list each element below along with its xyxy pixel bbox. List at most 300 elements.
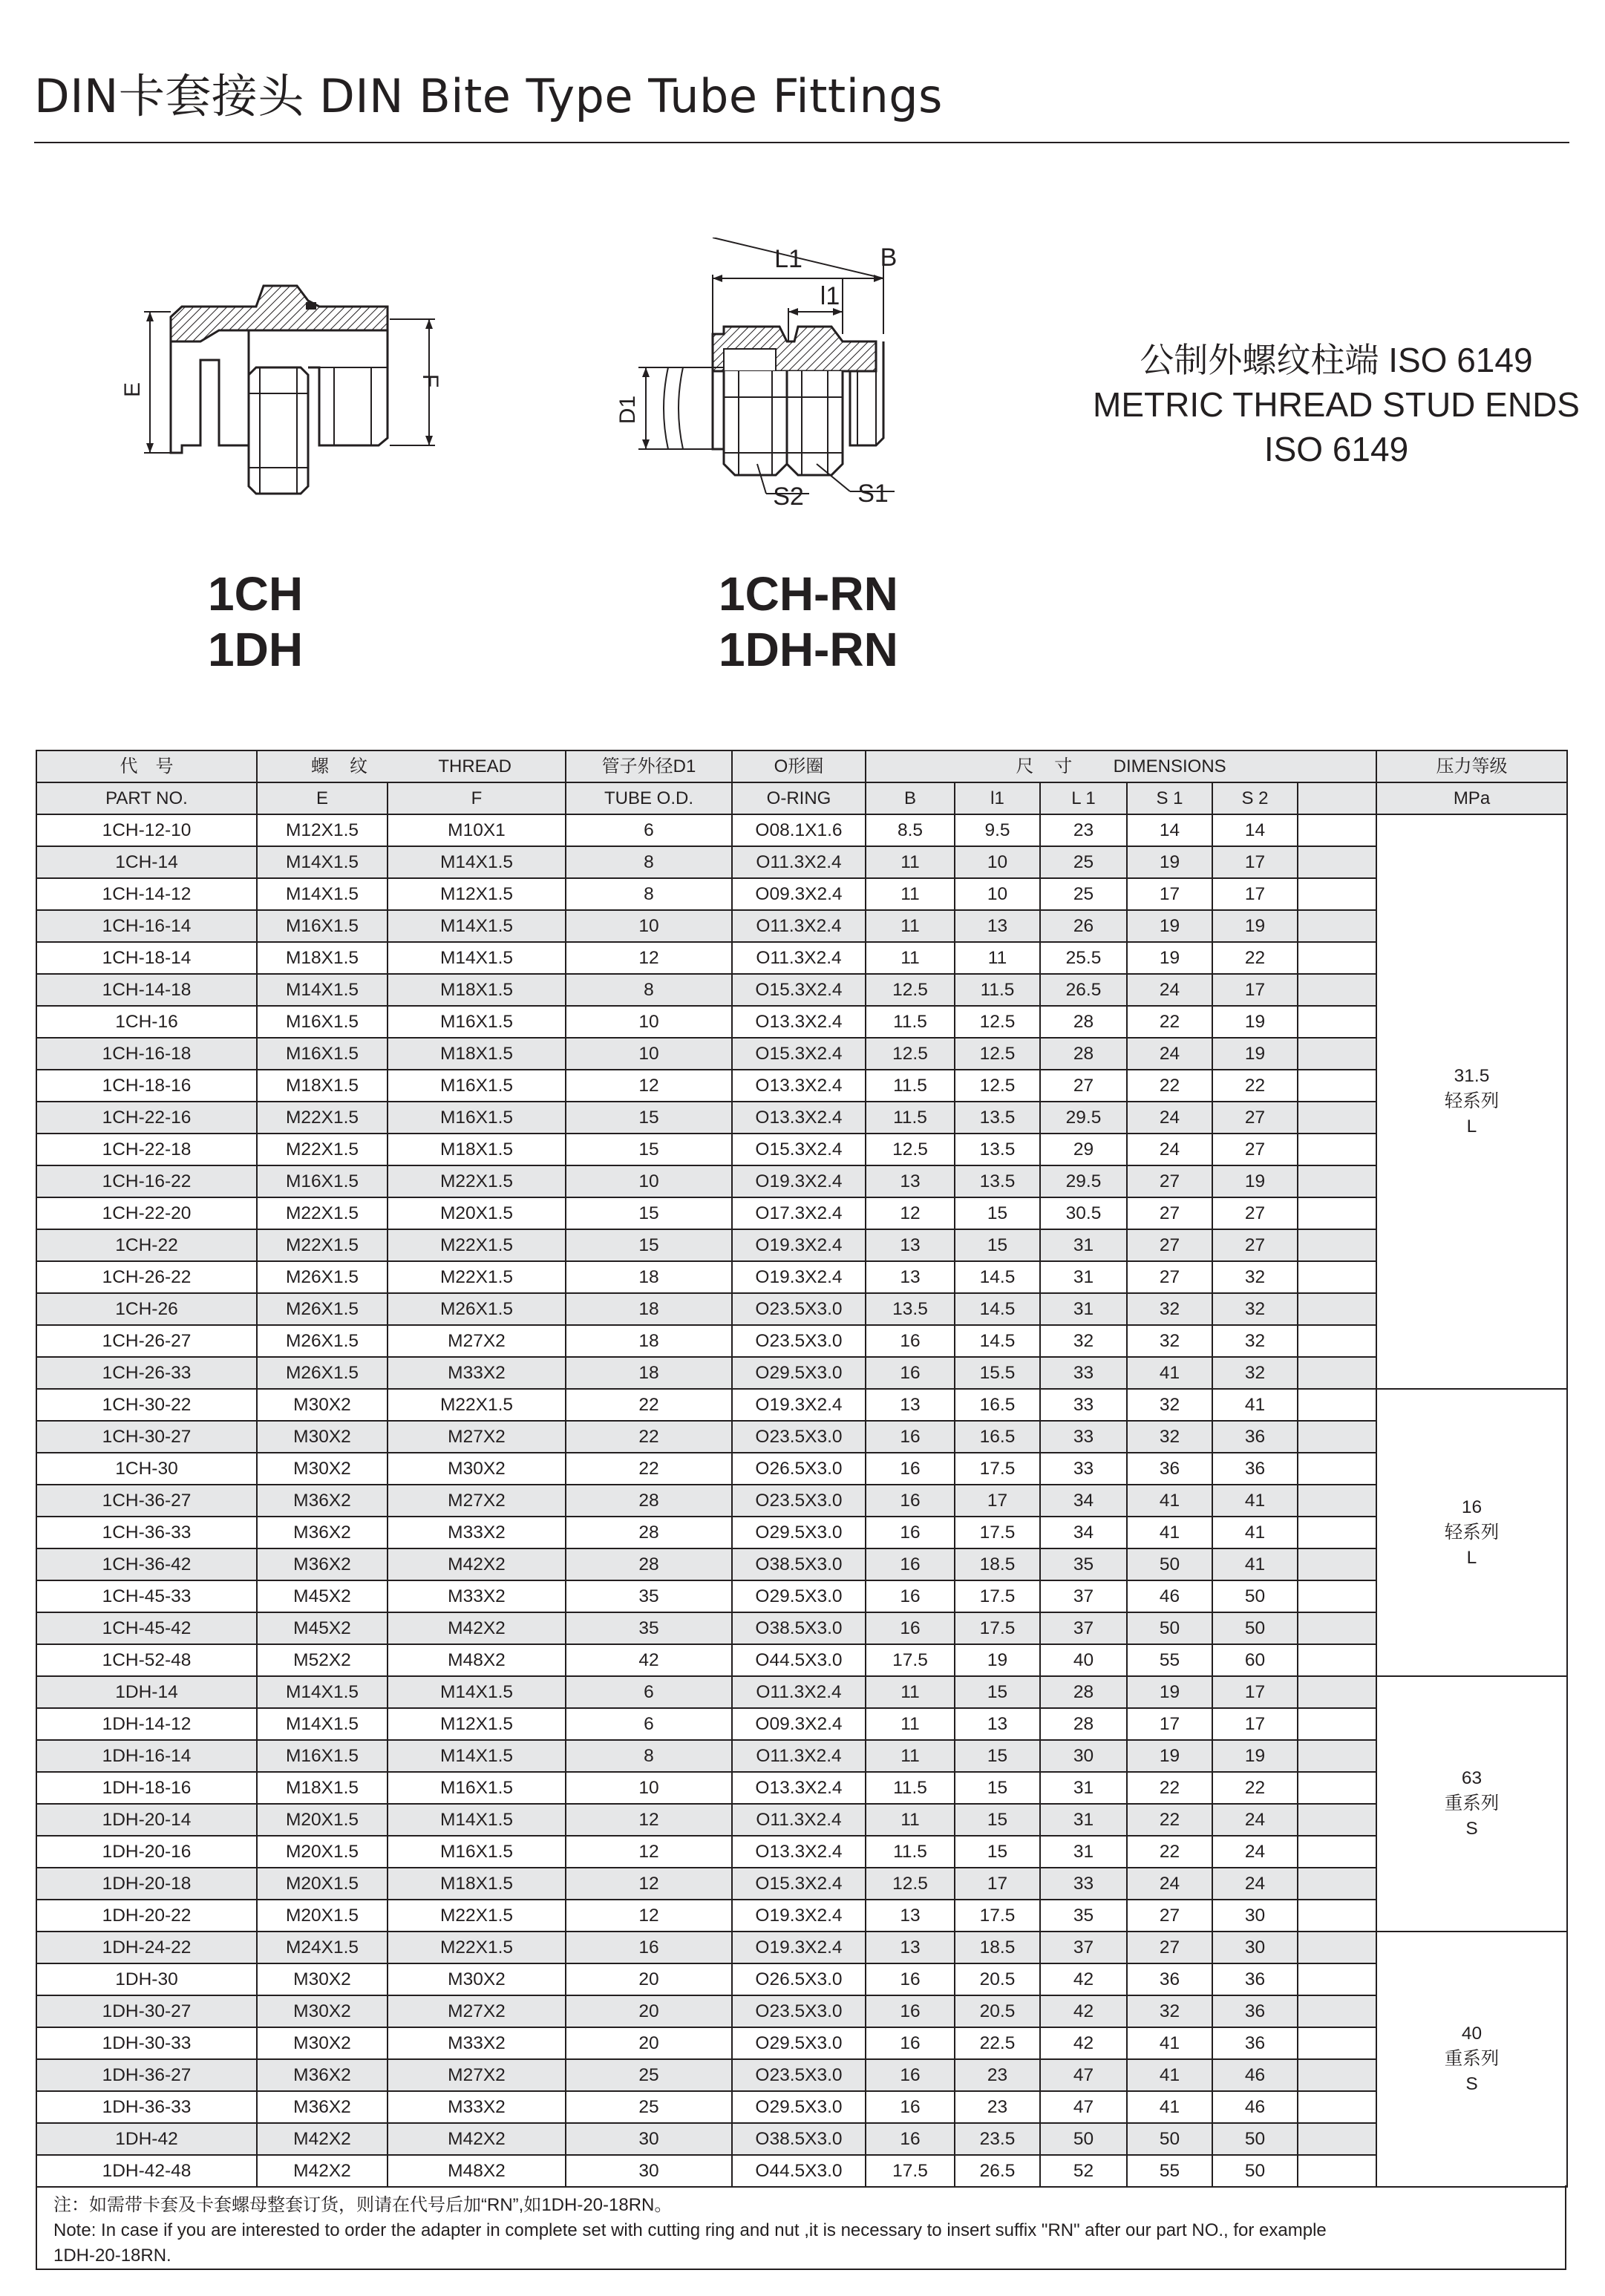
cell-dim-l1: 29	[1040, 1134, 1127, 1165]
cell-tube-od: 42	[566, 1644, 732, 1676]
pressure-series: 轻系列	[1444, 1522, 1500, 1543]
cell-dim-l1: 52	[1040, 2155, 1127, 2187]
cell-dim-s2: 22	[1212, 942, 1298, 974]
cell-thread-e: M36X2	[257, 2059, 388, 2091]
cell-dim-s2: 36	[1212, 1453, 1298, 1485]
cell-blank	[1298, 1357, 1376, 1389]
header-f: F	[388, 782, 566, 814]
cell-dim-s2: 50	[1212, 2155, 1298, 2187]
cell-dim-l1-small: 15	[955, 1229, 1040, 1261]
cell-thread-e: M30X2	[257, 1421, 388, 1453]
cell-dim-s1: 41	[1127, 2091, 1212, 2123]
cell-dim-l1: 27	[1040, 1070, 1127, 1102]
table-row	[36, 1708, 1567, 1740]
cell-dim-l1: 30	[1040, 1740, 1127, 1772]
cell-dim-l1: 50	[1040, 2123, 1127, 2155]
cell-thread-e: M42X2	[257, 2155, 388, 2187]
cell-dim-b: 16	[866, 1453, 955, 1485]
table-row	[36, 1485, 1567, 1517]
cell-o-ring: O13.3X2.4	[732, 1772, 866, 1804]
table-row	[36, 942, 1567, 974]
cell-dim-s1: 17	[1127, 1708, 1212, 1740]
table-row	[36, 1612, 1567, 1644]
pressure-code: S	[1465, 2074, 1478, 2094]
cell-o-ring: O09.3X2.4	[732, 878, 866, 910]
cell-dim-s1: 19	[1127, 910, 1212, 942]
cell-dim-s2: 36	[1212, 1421, 1298, 1453]
cell-o-ring: O13.3X2.4	[732, 1102, 866, 1134]
cell-dim-l1-small: 23	[955, 2091, 1040, 2123]
cell-dim-b: 13.5	[866, 1293, 955, 1325]
cell-thread-e: M18X1.5	[257, 1772, 388, 1804]
cell-dim-s1: 24	[1127, 1102, 1212, 1134]
cell-dim-s1: 32	[1127, 1293, 1212, 1325]
stud-end-line-en: METRIC THREAD STUD ENDS	[1093, 385, 1580, 424]
stud-end-line-cn: 公制外螺纹柱端 ISO 6149	[1140, 341, 1533, 379]
cell-tube-od: 20	[566, 2027, 732, 2059]
cell-o-ring: O19.3X2.4	[732, 1389, 866, 1421]
cell-dim-s2: 27	[1212, 1102, 1298, 1134]
cell-blank	[1298, 942, 1376, 974]
cell-tube-od: 22	[566, 1389, 732, 1421]
cell-dim-l1-small: 18.5	[955, 1548, 1040, 1580]
cell-tube-od: 30	[566, 2123, 732, 2155]
header-blank	[1298, 782, 1376, 814]
pressure-series: 重系列	[1444, 2049, 1500, 2069]
cell-thread-f: M22X1.5	[388, 1229, 566, 1261]
cell-o-ring: O38.5X3.0	[732, 2123, 866, 2155]
cell-part-no: 1CH-45-33	[36, 1580, 257, 1612]
cell-tube-od: 25	[566, 2059, 732, 2091]
cell-thread-e: M20X1.5	[257, 1868, 388, 1900]
dim-label-l1-small: l1	[820, 282, 840, 310]
cell-dim-s2: 32	[1212, 1293, 1298, 1325]
cell-dim-s2: 17	[1212, 974, 1298, 1006]
cell-o-ring: O11.3X2.4	[732, 910, 866, 942]
cell-thread-f: M14X1.5	[388, 846, 566, 878]
cell-part-no: 1CH-30-27	[36, 1421, 257, 1453]
cell-dim-l1-small: 13.5	[955, 1102, 1040, 1134]
cell-thread-f: M27X2	[388, 1485, 566, 1517]
table-row	[36, 1453, 1567, 1485]
table-row	[36, 1038, 1567, 1070]
cell-thread-f: M14X1.5	[388, 942, 566, 974]
cell-tube-od: 10	[566, 910, 732, 942]
header-oring-cn: O形圈	[732, 750, 866, 782]
cell-part-no: 1CH-30	[36, 1453, 257, 1485]
cell-dim-b: 16	[866, 1517, 955, 1548]
cell-dim-b: 16	[866, 1485, 955, 1517]
cell-blank	[1298, 1708, 1376, 1740]
header-dims-en: DIMENSIONS	[1113, 756, 1226, 776]
table-row	[36, 1421, 1567, 1453]
cell-dim-l1-small: 17	[955, 1868, 1040, 1900]
cell-dim-s1: 17	[1127, 878, 1212, 910]
cell-dim-b: 11	[866, 1804, 955, 1836]
cell-dim-s1: 24	[1127, 1038, 1212, 1070]
cell-thread-e: M16X1.5	[257, 1006, 388, 1038]
cell-thread-e: M26X1.5	[257, 1325, 388, 1357]
pressure-code: S	[1465, 1819, 1478, 1839]
cell-blank	[1298, 1740, 1376, 1772]
cell-dim-s1: 24	[1127, 1868, 1212, 1900]
cell-dim-s2: 22	[1212, 1772, 1298, 1804]
model-name-1ch-rn: 1CH-RN	[719, 567, 898, 621]
cell-blank	[1298, 1389, 1376, 1421]
cell-dim-l1: 33	[1040, 1357, 1127, 1389]
cell-thread-e: M52X2	[257, 1644, 388, 1676]
cell-dim-l1-small: 13.5	[955, 1134, 1040, 1165]
cell-blank	[1298, 1293, 1376, 1325]
cell-o-ring: O15.3X2.4	[732, 1134, 866, 1165]
cell-part-no: 1CH-22-16	[36, 1102, 257, 1134]
cell-thread-f: M14X1.5	[388, 910, 566, 942]
cell-dim-s2: 27	[1212, 1134, 1298, 1165]
cell-dim-l1-small: 9.5	[955, 814, 1040, 846]
cell-dim-b: 11.5	[866, 1006, 955, 1038]
cell-o-ring: O11.3X2.4	[732, 942, 866, 974]
cell-dim-l1-small: 16.5	[955, 1389, 1040, 1421]
table-row	[36, 1389, 1567, 1421]
cell-o-ring: O19.3X2.4	[732, 1900, 866, 1932]
cell-o-ring: O38.5X3.0	[732, 1548, 866, 1580]
cell-dim-l1-small: 15.5	[955, 1357, 1040, 1389]
cell-thread-e: M30X2	[257, 1453, 388, 1485]
cell-dim-s1: 22	[1127, 1772, 1212, 1804]
cell-thread-f: M26X1.5	[388, 1293, 566, 1325]
table-row	[36, 1740, 1567, 1772]
cell-dim-l1-small: 11	[955, 942, 1040, 974]
cell-blank	[1298, 1676, 1376, 1708]
pressure-value: 31.5	[1454, 1066, 1490, 1086]
cell-part-no: 1DH-42	[36, 2123, 257, 2155]
cell-dim-s1: 27	[1127, 1900, 1212, 1932]
cell-part-no: 1CH-16-18	[36, 1038, 257, 1070]
cell-tube-od: 6	[566, 1708, 732, 1740]
page-title: DIN卡套接头 DIN Bite Type Tube Fittings	[34, 69, 943, 123]
table-row	[36, 1070, 1567, 1102]
model-name-1dh-rn: 1DH-RN	[719, 623, 898, 676]
table-row	[36, 2027, 1567, 2059]
cell-tube-od: 10	[566, 1165, 732, 1197]
cell-blank	[1298, 1134, 1376, 1165]
cell-thread-e: M16X1.5	[257, 910, 388, 942]
pressure-value: 16	[1461, 1497, 1483, 1517]
cell-dim-s2: 17	[1212, 1676, 1298, 1708]
cell-tube-od: 18	[566, 1357, 732, 1389]
table-row	[36, 2155, 1567, 2187]
cell-blank	[1298, 1102, 1376, 1134]
cell-dim-l1: 33	[1040, 1389, 1127, 1421]
cell-dim-l1-small: 15	[955, 1197, 1040, 1229]
cell-dim-l1: 31	[1040, 1261, 1127, 1293]
cell-dim-l1: 35	[1040, 1900, 1127, 1932]
cell-dim-s1: 32	[1127, 1995, 1212, 2027]
cell-part-no: 1CH-16-22	[36, 1165, 257, 1197]
cell-part-no: 1CH-14-18	[36, 974, 257, 1006]
table-row	[36, 2059, 1567, 2091]
cell-dim-s1: 27	[1127, 1261, 1212, 1293]
cell-o-ring: O15.3X2.4	[732, 1868, 866, 1900]
cell-thread-e: M20X1.5	[257, 1900, 388, 1932]
cell-dim-l1: 42	[1040, 1995, 1127, 2027]
cell-thread-e: M45X2	[257, 1612, 388, 1644]
cell-dim-l1-small: 26.5	[955, 2155, 1040, 2187]
cell-thread-f: M30X2	[388, 1963, 566, 1995]
cell-o-ring: O08.1X1.6	[732, 814, 866, 846]
cell-tube-od: 10	[566, 1772, 732, 1804]
cell-dim-s2: 60	[1212, 1644, 1298, 1676]
cell-thread-f: M16X1.5	[388, 1006, 566, 1038]
cell-dim-l1: 31	[1040, 1772, 1127, 1804]
table-row	[36, 1134, 1567, 1165]
cell-dim-s1: 32	[1127, 1421, 1212, 1453]
cell-tube-od: 15	[566, 1197, 732, 1229]
cell-thread-e: M36X2	[257, 2091, 388, 2123]
cell-dim-s2: 46	[1212, 2091, 1298, 2123]
cell-part-no: 1CH-36-42	[36, 1548, 257, 1580]
cell-thread-e: M26X1.5	[257, 1357, 388, 1389]
cell-thread-f: M42X2	[388, 1612, 566, 1644]
cell-dim-l1: 42	[1040, 2027, 1127, 2059]
cell-o-ring: O19.3X2.4	[732, 1932, 866, 1963]
cell-dim-b: 13	[866, 1900, 955, 1932]
table-row	[36, 910, 1567, 942]
cell-dim-l1: 29.5	[1040, 1165, 1127, 1197]
cell-blank	[1298, 1580, 1376, 1612]
cell-tube-od: 12	[566, 1070, 732, 1102]
cell-dim-b: 16	[866, 1421, 955, 1453]
cell-thread-e: M12X1.5	[257, 814, 388, 846]
cell-dim-s1: 14	[1127, 814, 1212, 846]
cell-dim-b: 11	[866, 942, 955, 974]
cell-thread-e: M30X2	[257, 1963, 388, 1995]
cell-dim-s1: 27	[1127, 1197, 1212, 1229]
cell-dim-s2: 46	[1212, 2059, 1298, 2091]
cell-dim-s1: 41	[1127, 1485, 1212, 1517]
table-row	[36, 1804, 1567, 1836]
cell-blank	[1298, 1261, 1376, 1293]
cell-tube-od: 30	[566, 2155, 732, 2187]
cell-dim-l1-small: 16.5	[955, 1421, 1040, 1453]
cell-thread-f: M14X1.5	[388, 1804, 566, 1836]
cell-thread-f: M22X1.5	[388, 1165, 566, 1197]
cell-thread-e: M20X1.5	[257, 1836, 388, 1868]
cell-thread-f: M48X2	[388, 1644, 566, 1676]
cell-thread-e: M14X1.5	[257, 846, 388, 878]
table-row	[36, 1868, 1567, 1900]
cell-dim-s2: 24	[1212, 1868, 1298, 1900]
cell-thread-e: M24X1.5	[257, 1932, 388, 1963]
cell-dim-s1: 27	[1127, 1229, 1212, 1261]
cell-dim-s2: 32	[1212, 1357, 1298, 1389]
cell-thread-e: M26X1.5	[257, 1293, 388, 1325]
cell-blank	[1298, 1517, 1376, 1548]
cell-dim-b: 11	[866, 1676, 955, 1708]
cell-tube-od: 28	[566, 1548, 732, 1580]
cell-blank	[1298, 2155, 1376, 2187]
cell-o-ring: O23.5X3.0	[732, 1293, 866, 1325]
cell-dim-s2: 19	[1212, 1006, 1298, 1038]
note-en-line1: Note: In case if you are interested to order the adapter in complete set with cutting ring and nut ,it is necessary to insert suffix "RN" after our part NO., for example	[53, 2220, 1327, 2240]
cell-o-ring: O23.5X3.0	[732, 1325, 866, 1357]
cell-dim-b: 16	[866, 1995, 955, 2027]
cell-blank	[1298, 1229, 1376, 1261]
cell-thread-e: M14X1.5	[257, 1708, 388, 1740]
cell-dim-l1: 32	[1040, 1325, 1127, 1357]
cell-part-no: 1CH-12-10	[36, 814, 257, 846]
cell-thread-f: M42X2	[388, 1548, 566, 1580]
cell-part-no: 1CH-26-22	[36, 1261, 257, 1293]
table-row	[36, 1995, 1567, 2027]
cell-thread-e: M36X2	[257, 1485, 388, 1517]
cell-dim-b: 8.5	[866, 814, 955, 846]
cell-tube-od: 12	[566, 942, 732, 974]
cell-dim-s2: 17	[1212, 1708, 1298, 1740]
stud-end-line-iso: ISO 6149	[1264, 430, 1409, 468]
cell-tube-od: 10	[566, 1038, 732, 1070]
table-row	[36, 1836, 1567, 1868]
header-tube-cn: 管子外径D1	[566, 750, 732, 782]
cell-dim-s2: 30	[1212, 1900, 1298, 1932]
cell-dim-l1-small: 10	[955, 878, 1040, 910]
cell-tube-od: 6	[566, 814, 732, 846]
cell-thread-e: M14X1.5	[257, 878, 388, 910]
table-row	[36, 2123, 1567, 2155]
cell-dim-s1: 32	[1127, 1325, 1212, 1357]
cell-blank	[1298, 1644, 1376, 1676]
cell-dim-s2: 19	[1212, 1038, 1298, 1070]
table-row	[36, 974, 1567, 1006]
cell-dim-s1: 50	[1127, 2123, 1212, 2155]
cell-part-no: 1DH-20-16	[36, 1836, 257, 1868]
cell-thread-f: M33X2	[388, 1357, 566, 1389]
cell-dim-l1: 26.5	[1040, 974, 1127, 1006]
cell-dim-b: 13	[866, 1261, 955, 1293]
cell-dim-s1: 22	[1127, 1836, 1212, 1868]
cell-dim-s1: 46	[1127, 1580, 1212, 1612]
cell-part-no: 1CH-30-22	[36, 1389, 257, 1421]
header-oring: O-RING	[732, 782, 866, 814]
pressure-group	[1376, 1389, 1567, 1676]
cell-tube-od: 12	[566, 1868, 732, 1900]
cell-thread-f: M27X2	[388, 1995, 566, 2027]
cell-dim-s1: 55	[1127, 1644, 1212, 1676]
cell-dim-l1: 31	[1040, 1229, 1127, 1261]
cell-part-no: 1CH-16-14	[36, 910, 257, 942]
cell-dim-l1-small: 17.5	[955, 1453, 1040, 1485]
cell-dim-l1: 42	[1040, 1963, 1127, 1995]
cell-dim-l1-small: 17.5	[955, 1900, 1040, 1932]
cell-o-ring: O23.5X3.0	[732, 1421, 866, 1453]
cell-dim-s2: 50	[1212, 2123, 1298, 2155]
table-row	[36, 1772, 1567, 1804]
table-row	[36, 1900, 1567, 1932]
cell-o-ring: O29.5X3.0	[732, 1517, 866, 1548]
cell-o-ring: O15.3X2.4	[732, 974, 866, 1006]
cell-part-no: 1DH-20-18	[36, 1868, 257, 1900]
header-mpa: MPa	[1376, 782, 1567, 814]
cell-dim-l1: 26	[1040, 910, 1127, 942]
table-row	[36, 1548, 1567, 1580]
cell-part-no: 1CH-26-33	[36, 1357, 257, 1389]
cell-dim-b: 11	[866, 910, 955, 942]
cell-tube-od: 22	[566, 1421, 732, 1453]
cell-o-ring: O23.5X3.0	[732, 1995, 866, 2027]
table-row	[36, 1325, 1567, 1357]
cell-tube-od: 12	[566, 1900, 732, 1932]
cell-thread-e: M22X1.5	[257, 1134, 388, 1165]
cell-dim-l1: 37	[1040, 1932, 1127, 1963]
cell-blank	[1298, 2059, 1376, 2091]
cell-thread-f: M33X2	[388, 1580, 566, 1612]
table-row	[36, 846, 1567, 878]
cell-part-no: 1CH-45-42	[36, 1612, 257, 1644]
dim-label-e: E	[120, 382, 145, 398]
cell-dim-l1-small: 15	[955, 1772, 1040, 1804]
cell-dim-s2: 24	[1212, 1836, 1298, 1868]
cell-part-no: 1CH-16	[36, 1006, 257, 1038]
cell-thread-e: M18X1.5	[257, 1070, 388, 1102]
cell-thread-f: M33X2	[388, 1517, 566, 1548]
cell-dim-s2: 41	[1212, 1389, 1298, 1421]
cell-thread-e: M14X1.5	[257, 1676, 388, 1708]
cell-dim-s1: 19	[1127, 1740, 1212, 1772]
cell-o-ring: O19.3X2.4	[732, 1165, 866, 1197]
cell-blank	[1298, 1421, 1376, 1453]
cell-blank	[1298, 2091, 1376, 2123]
cell-dim-b: 13	[866, 1932, 955, 1963]
cell-dim-s1: 19	[1127, 942, 1212, 974]
table-row	[36, 1165, 1567, 1197]
cell-dim-s1: 50	[1127, 1548, 1212, 1580]
cell-dim-s2: 19	[1212, 1165, 1298, 1197]
cell-part-no: 1CH-14	[36, 846, 257, 878]
cell-tube-od: 25	[566, 2091, 732, 2123]
cell-dim-b: 16	[866, 1580, 955, 1612]
cell-dim-b: 16	[866, 2123, 955, 2155]
cell-dim-s1: 22	[1127, 1006, 1212, 1038]
cell-tube-od: 18	[566, 1261, 732, 1293]
cell-dim-b: 11	[866, 1740, 955, 1772]
cell-part-no: 1DH-18-16	[36, 1772, 257, 1804]
cell-dim-l1-small: 12.5	[955, 1006, 1040, 1038]
cell-dim-l1: 28	[1040, 1038, 1127, 1070]
cell-tube-od: 35	[566, 1580, 732, 1612]
cell-o-ring: O26.5X3.0	[732, 1453, 866, 1485]
cell-dim-l1: 29.5	[1040, 1102, 1127, 1134]
dim-label-d1: D1	[615, 395, 640, 425]
cell-dim-s2: 36	[1212, 2027, 1298, 2059]
cell-part-no: 1CH-36-27	[36, 1485, 257, 1517]
cell-part-no: 1CH-18-14	[36, 942, 257, 974]
pressure-series: 重系列	[1444, 1793, 1500, 1813]
header-tube-od: TUBE O.D.	[566, 782, 732, 814]
cell-o-ring: O11.3X2.4	[732, 1740, 866, 1772]
note-cn: 注：如需带卡套及卡套螺母整套订货，则请在代号后加“RN”,如1DH-20-18RN。	[53, 2195, 673, 2215]
cell-thread-f: M12X1.5	[388, 878, 566, 910]
cell-blank	[1298, 974, 1376, 1006]
cell-thread-e: M14X1.5	[257, 974, 388, 1006]
cell-o-ring: O17.3X2.4	[732, 1197, 866, 1229]
cell-dim-s2: 22	[1212, 1070, 1298, 1102]
cell-dim-s2: 36	[1212, 1995, 1298, 2027]
cell-part-no: 1DH-20-22	[36, 1900, 257, 1932]
table-row	[36, 1644, 1567, 1676]
cell-tube-od: 6	[566, 1676, 732, 1708]
cell-thread-f: M42X2	[388, 2123, 566, 2155]
cell-dim-s1: 41	[1127, 1517, 1212, 1548]
